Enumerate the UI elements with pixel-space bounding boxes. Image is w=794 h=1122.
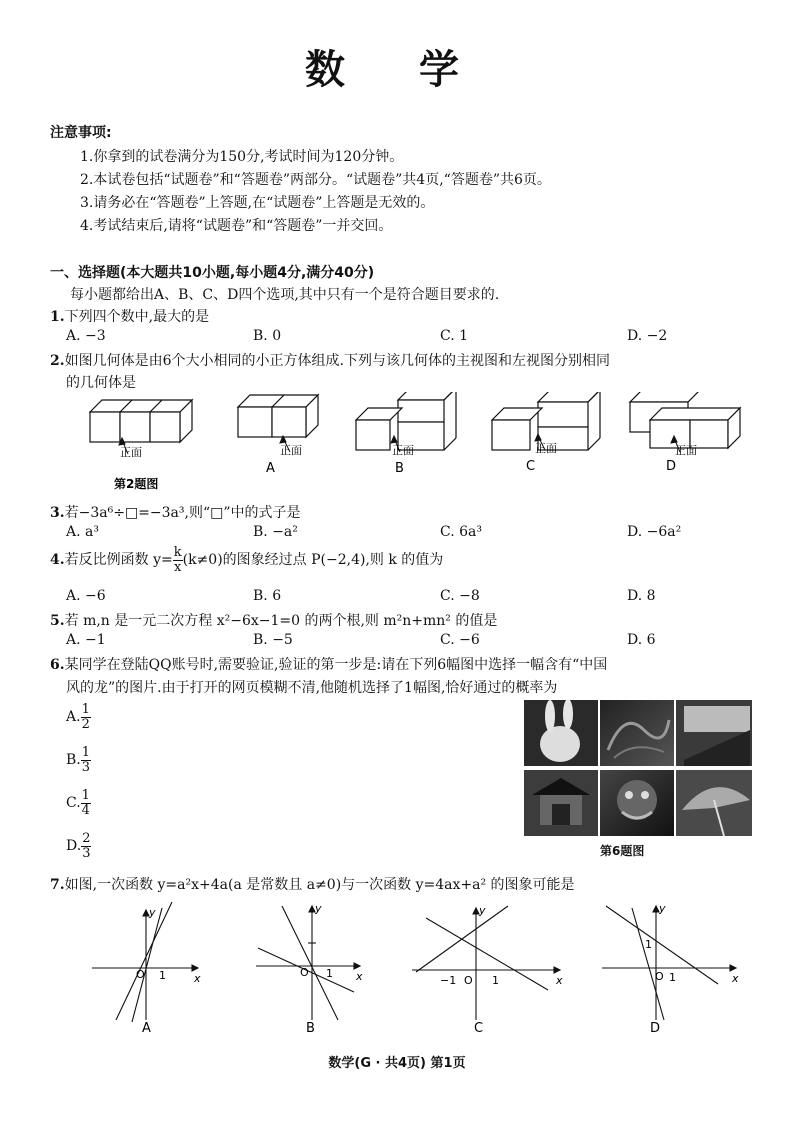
question-5 bbox=[50, 610, 497, 630]
svg-text:x: x bbox=[556, 974, 563, 987]
graph-label-d: D bbox=[650, 1021, 661, 1036]
svg-text:y: y bbox=[315, 902, 322, 915]
fraction: $\frac{2}{3}$ bbox=[82, 831, 91, 861]
svg-text:O: O bbox=[136, 968, 145, 981]
svg-text:O: O bbox=[300, 966, 309, 979]
question-1 bbox=[50, 306, 209, 326]
svg-text:y: y bbox=[659, 902, 666, 915]
graph-b bbox=[256, 906, 360, 1020]
svg-text:y: y bbox=[149, 906, 156, 919]
question-stem: 如图几何体是由6个大小相同的小正方体组成.下列与该几何体的主视图和左视图分别相同 bbox=[64, 353, 610, 369]
notice-item: 3.请务必在“答题卷”上答题,在“试题卷”上答题是无效的。 bbox=[80, 195, 435, 211]
option-d: D. −6a² bbox=[627, 524, 682, 540]
question-stem: 如图,一次函数 y=a²x+4a(a 是常数且 a≠0)与一次函数 y=4ax+a² 的图象可能是 bbox=[64, 877, 575, 893]
question-stem: 若 m,n 是一元二次方程 x²−6x−1=0 的两个根,则 m²n+mn² 的值是 bbox=[64, 613, 498, 629]
option-d: D. 6 bbox=[627, 632, 656, 648]
svg-text:x: x bbox=[194, 972, 201, 985]
photo-dragon-sketch bbox=[600, 700, 674, 766]
question-number: 4. bbox=[50, 552, 65, 569]
notice-heading: 注意事项: bbox=[50, 125, 112, 141]
figure-caption: 第2题图 bbox=[114, 477, 159, 491]
page-title: 数 学 bbox=[305, 47, 489, 93]
question-number: 1. bbox=[50, 309, 65, 325]
option-b: B. 0 bbox=[253, 328, 282, 344]
svg-text:1: 1 bbox=[159, 969, 166, 982]
question-stem: 若反比例函数 y= bbox=[64, 552, 173, 569]
svg-text:1: 1 bbox=[492, 974, 499, 987]
section-instruction: 每小题都给出A、B、C、D四个选项,其中只有一个是符合题目要求的. bbox=[70, 287, 500, 303]
fraction: $\frac{1}{4}$ bbox=[81, 788, 90, 818]
fraction: $\frac{1}{3}$ bbox=[81, 745, 91, 775]
option-d: D. $\frac{2}{3}$ bbox=[66, 831, 91, 861]
figure-label-b: B bbox=[395, 461, 404, 476]
option-c: C. 6a³ bbox=[440, 524, 482, 540]
question-7 bbox=[50, 874, 575, 894]
question-number: 5. bbox=[50, 613, 65, 629]
option-a: A. −1 bbox=[66, 632, 106, 648]
photo-pavilion bbox=[524, 770, 598, 836]
graph-d bbox=[602, 906, 736, 1020]
graph-c bbox=[412, 906, 560, 1020]
question-stem: 某同学在登陆QQ账号时,需要验证,验证的第一步是:请在下列6幅图中选择一幅含有“中国 bbox=[64, 657, 608, 673]
question-number: 2. bbox=[50, 353, 65, 369]
front-label: 正面 bbox=[535, 442, 557, 455]
question-number: 6. bbox=[50, 657, 65, 673]
svg-text:−1: −1 bbox=[440, 974, 457, 987]
question-4 bbox=[50, 546, 443, 574]
photo-dragon bbox=[600, 770, 674, 836]
figure-label-c: C bbox=[526, 459, 536, 474]
q6-photo-grid bbox=[524, 700, 752, 836]
question-3 bbox=[50, 502, 301, 522]
photo-umbrella bbox=[676, 770, 752, 836]
option-d: D. 8 bbox=[627, 588, 656, 604]
svg-text:y: y bbox=[479, 904, 486, 917]
svg-text:1: 1 bbox=[669, 971, 676, 984]
option-d: D. −2 bbox=[627, 328, 668, 344]
main-solid bbox=[90, 400, 192, 442]
figure-label-d: D bbox=[666, 459, 677, 474]
option-c: C. 1 bbox=[440, 328, 469, 344]
solid-b bbox=[356, 392, 456, 450]
photo-fan bbox=[676, 700, 752, 766]
option-c: C. $\frac{1}{4}$ bbox=[66, 788, 90, 818]
question-stem: (k≠0)的图象经过点 P(−2,4),则 k 的值为 bbox=[182, 552, 444, 569]
front-label: 正面 bbox=[392, 444, 414, 457]
question-2 bbox=[50, 350, 610, 370]
question-stem: 若−3a⁶÷□=−3a³,则“□”中的式子是 bbox=[64, 505, 301, 521]
figure-label-a: A bbox=[266, 461, 275, 476]
graph-label-c: C bbox=[474, 1021, 484, 1036]
option-a: A. $\frac{1}{2}$ bbox=[66, 702, 90, 732]
solid-d bbox=[630, 392, 740, 448]
question-stem-cont: 的几何体是 bbox=[66, 375, 136, 391]
svg-text:x: x bbox=[356, 970, 363, 983]
front-label: 正面 bbox=[120, 446, 142, 459]
graph-a bbox=[92, 902, 198, 1022]
option-b: B. 6 bbox=[253, 588, 282, 604]
graph-label-a: A bbox=[142, 1021, 151, 1036]
svg-text:1: 1 bbox=[326, 967, 333, 980]
option-c: C. −8 bbox=[440, 588, 480, 604]
page-footer: 数学(G · 共4页) 第1页 bbox=[328, 1056, 466, 1071]
graph-label-b: B bbox=[306, 1021, 315, 1036]
option-a: A. −6 bbox=[66, 588, 106, 604]
option-a: A. −3 bbox=[66, 328, 106, 344]
option-a: A. a³ bbox=[66, 524, 99, 540]
front-label: 正面 bbox=[280, 444, 302, 457]
option-c: C. −6 bbox=[440, 632, 480, 648]
svg-text:O: O bbox=[655, 970, 664, 983]
photo-rabbit bbox=[524, 700, 598, 766]
option-b: B. $\frac{1}{3}$ bbox=[66, 745, 91, 775]
q2-cube-figures bbox=[80, 392, 760, 497]
question-number: 7. bbox=[50, 877, 65, 893]
notice-item: 4.考试结束后,请将“试题卷”和“答题卷”一并交回。 bbox=[80, 218, 393, 234]
notice-item: 2.本试卷包括“试题卷”和“答题卷”两部分。“试题卷”共4页,“答题卷”共6页。 bbox=[80, 172, 551, 188]
solid-a bbox=[238, 395, 318, 437]
question-6 bbox=[50, 654, 607, 674]
fraction: $\frac{k}{x}$ bbox=[173, 545, 182, 575]
svg-text:1: 1 bbox=[645, 938, 652, 951]
svg-text:O: O bbox=[464, 974, 473, 987]
svg-text:x: x bbox=[732, 972, 739, 985]
option-b: B. −5 bbox=[253, 632, 293, 648]
section-heading: 一、选择题(本大题共10小题,每小题4分,满分40分) bbox=[50, 265, 375, 281]
front-label: 正面 bbox=[675, 444, 697, 457]
fraction: $\frac{1}{2}$ bbox=[81, 702, 90, 732]
figure-caption: 第6题图 bbox=[600, 844, 645, 858]
question-stem: 下列四个数中,最大的是 bbox=[64, 309, 210, 325]
question-stem-cont: 风的龙”的图片.由于打开的网页模糊不清,他随机选择了1幅图,恰好通过的概率为 bbox=[66, 680, 558, 696]
question-number: 3. bbox=[50, 505, 65, 521]
option-b: B. −a² bbox=[253, 524, 298, 540]
notice-item: 1.你拿到的试卷满分为150分,考试时间为120分钟。 bbox=[80, 149, 404, 165]
q7-graphs bbox=[86, 898, 746, 1040]
